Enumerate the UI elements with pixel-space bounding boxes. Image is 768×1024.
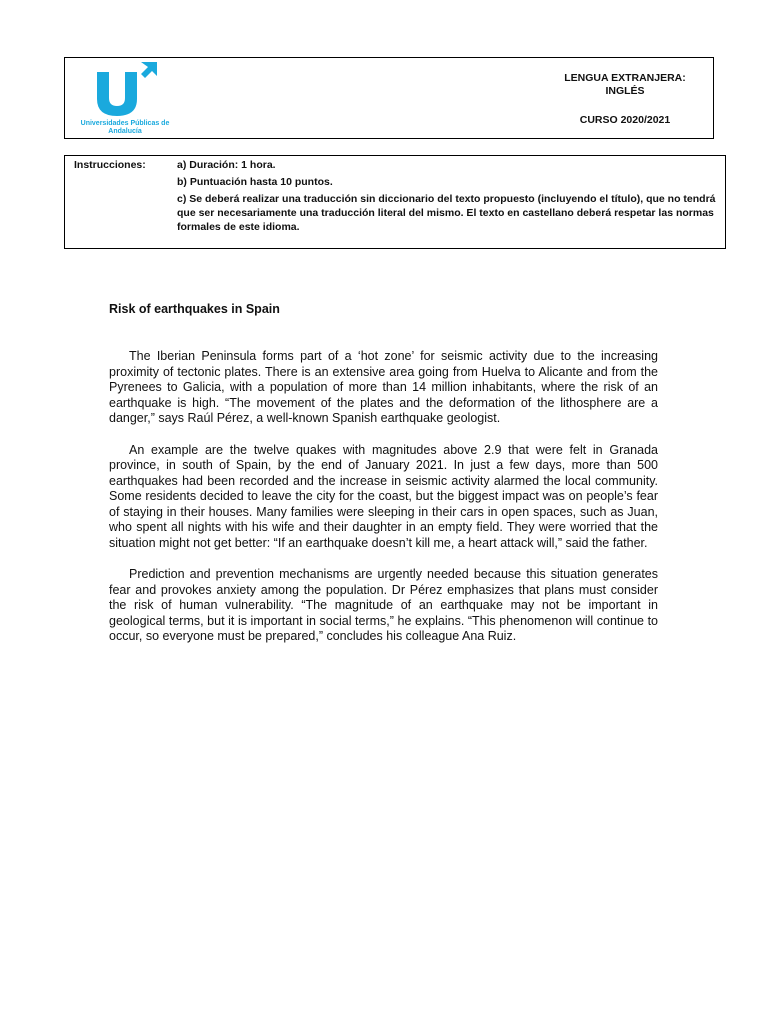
header-box [64, 57, 714, 139]
article-title: Risk of earthquakes in Spain [109, 302, 280, 316]
article-paragraph: An example are the twelve quakes with magnitudes above 2.9 that were felt in Granada province, in south of Spain, by the end of January 2021. In just a few days, more than 500 earthquakes had been recorded and the increase in seismic activity alarmed the local community. Some residents decided to leave the city for the coast, but the biggest impact was on people’s fear of staying in their houses. Many families were sleeping in their cars in open spaces, such as Juan, who spent all nights with his wife and their daughter in an empty field. They were worried that the situation might not get better: “If an earthquake doesn’t kill me, a heart attack will,” said the father. [109, 442, 658, 550]
article-body [109, 349, 658, 661]
instruction-item: a) Duración: 1 hora. [177, 159, 276, 171]
article-paragraph: Prediction and prevention mechanisms are urgently needed because this situation generates fear and provokes anxiety among the population. Dr Pérez emphasizes that plans must consider the risk of human vulnerability. “The magnitude of an earthquake may not be important in geological terms, but it is important in social terms,” he explains. “This phenomenon will continue to occur, so everyone must be prepared,” concludes his colleague Ana Ruiz. [109, 567, 658, 643]
instructions-label: Instrucciones: [74, 159, 146, 171]
instruction-item: b) Puntuación hasta 10 puntos. [177, 176, 333, 188]
logo-text: Universidades Públicas de Andalucía [80, 120, 170, 135]
instructions-list [177, 158, 717, 237]
course-year: CURSO 2020/2021 [579, 114, 671, 126]
u-logo-icon [75, 60, 175, 120]
instruction-item: c) Se deberá realizar una traducción sin diccionario del texto propuesto (incluyendo el título), que no tendrá que ser necesariamente una traducción literal del mismo. El texto en castellano deberá respetar las normas formales de este idioma. [177, 193, 716, 233]
article-paragraph: The Iberian Peninsula forms part of a ‘hot zone’ for seismic activity due to the increasing proximity of tectonic plates. There is an extensive area going from Huelva to Alicante and from the Pyrenees to Galicia, with a population of more than 14 million inhabitants, where the risk of an earthquake is high. “The movement of the plates and the deformation of the lithosphere are a danger,” says Raúl Pérez, a well-known Spanish earthquake geologist. [109, 349, 658, 425]
header-subject-block [545, 72, 705, 127]
subject-line-2: INGLÉS [605, 85, 645, 97]
instructions-box [64, 155, 726, 249]
subject-line-1: LENGUA EXTRANJERA: [564, 72, 686, 84]
university-logo [75, 60, 185, 138]
